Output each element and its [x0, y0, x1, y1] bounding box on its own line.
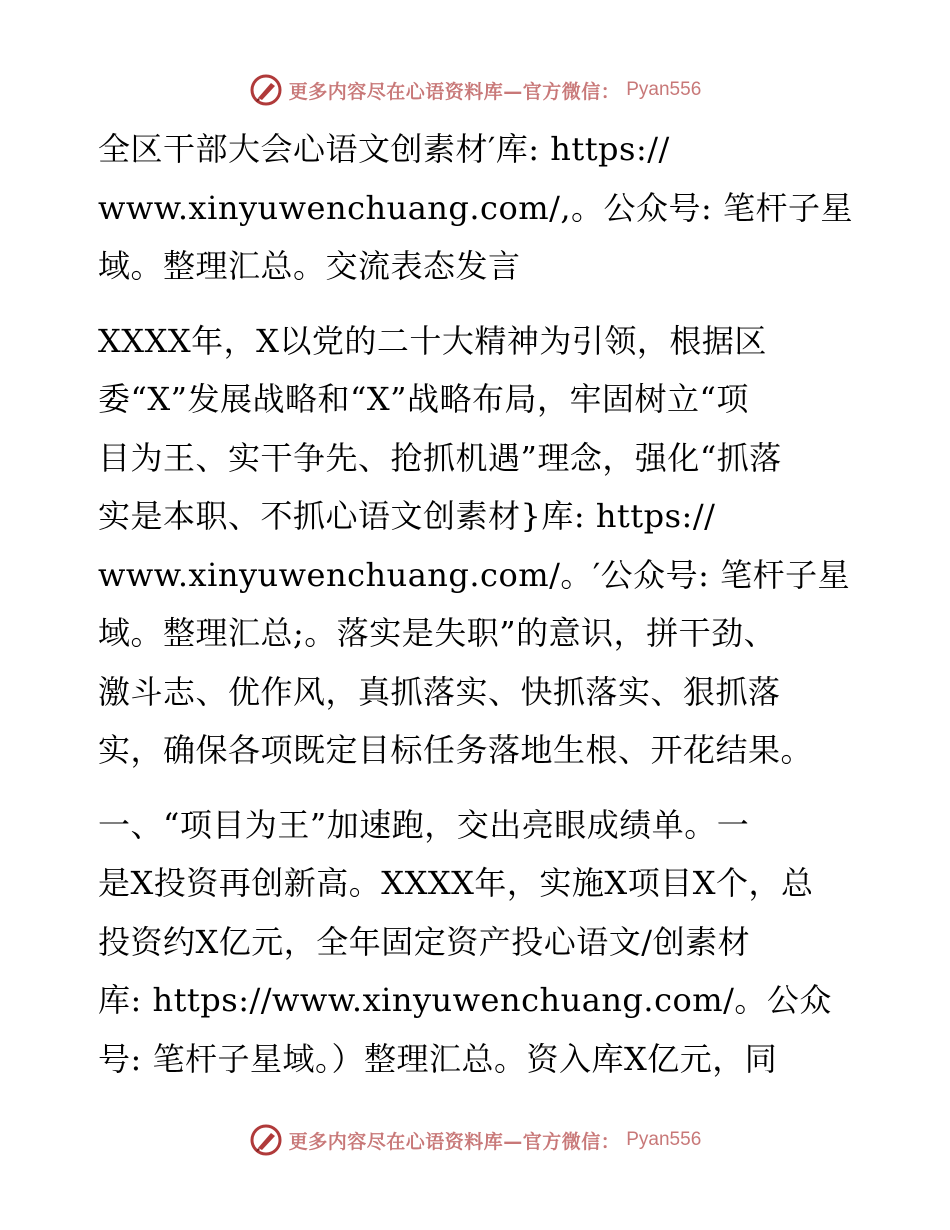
text-line: 一、“项目为王”加速跑，交出亮眼成绩单。一: [98, 805, 750, 844]
pen-logo-icon: [249, 1123, 283, 1157]
text-line: 域。整理汇总。交流表态发言: [98, 247, 521, 285]
paragraph-overview: [98, 312, 868, 780]
text-line: 实，确保各项既定目标任务落地生根、开花结果。: [98, 731, 814, 769]
footer-banner-text: 更多内容尽在心语资料库—官方微信：: [288, 1130, 621, 1153]
text-line: www.xinyuwenchuang.com/,。公众号: 笔杆子星: [98, 188, 853, 227]
text-line: 实是本职、不抓心语文创素材}库: https://: [98, 497, 716, 535]
paragraph-section-one: [98, 796, 868, 1089]
document-body: [98, 120, 868, 1104]
pen-logo-icon: [249, 73, 283, 107]
header-banner: [0, 70, 950, 110]
header-banner-text: 更多内容尽在心语资料库—官方微信：: [288, 80, 621, 103]
text-line: 目为王、实干争先、抢抓机遇”理念，强化“抓落: [98, 438, 782, 477]
text-line: 号: 笔杆子星域。）整理汇总。资入库X亿元，同: [98, 1039, 778, 1078]
text-line: 激斗志、优作风，真抓落实、快抓落实、狠抓落: [98, 672, 781, 711]
text-line: 委“X”发展战略和“X”战略布局，牢固树立“项: [98, 380, 749, 418]
text-line: 域。整理汇总;。落实是失职”的意识，拼干劲、: [98, 614, 777, 652]
text-line: 是X投资再创新高。XXXX年，实施X项目X个，总: [98, 864, 814, 902]
paragraph-intro: [98, 120, 868, 296]
footer-banner: [0, 1120, 950, 1160]
text-line: XXXX年，X以党的二十大精神为引领，根据区: [98, 321, 767, 360]
text-line: 投资约X亿元，全年固定资产投心语文/创素材: [98, 922, 751, 961]
text-line: www.xinyuwenchuang.com/。′公众号: 笔杆子星: [98, 555, 851, 594]
footer-banner-wechat-id: Pyan556: [626, 1129, 702, 1150]
header-banner-wechat-id: Pyan556: [626, 79, 702, 100]
text-line: 全区干部大会心语文创素材′库: https://: [98, 130, 670, 168]
text-line: 库: https://www.xinyuwenchuang.com/。公众: [98, 981, 832, 1019]
